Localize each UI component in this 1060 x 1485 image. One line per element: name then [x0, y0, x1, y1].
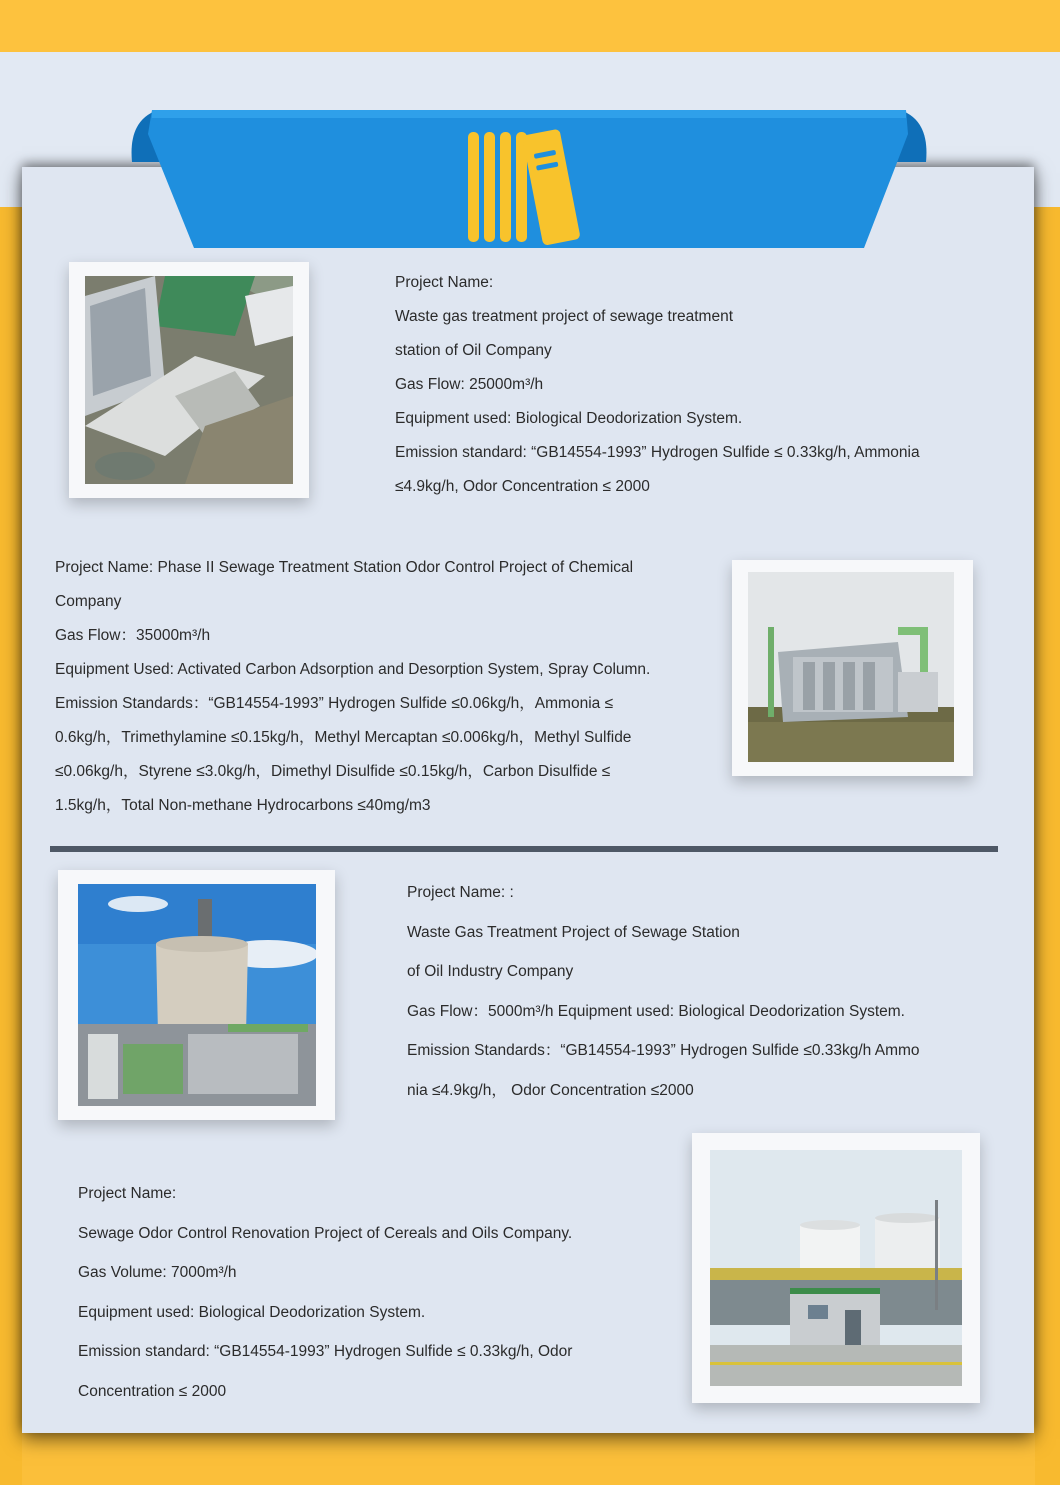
aerial-sewage-station-photo — [85, 276, 293, 484]
project-3-line: nia ≤4.9kg/h， Odor Concentration ≤2000 — [407, 1081, 694, 1099]
project-4-line: Sewage Odor Control Renovation Project of Cereals and Oils Company. — [78, 1224, 573, 1242]
project-3-line: of Oil Industry Company — [407, 963, 574, 980]
project-4-line: Concentration ≤ 2000 — [78, 1382, 227, 1400]
top-yellow-band — [0, 0, 1060, 52]
project-3-line: Project Name: : — [407, 884, 514, 901]
header-ribbon — [128, 110, 930, 250]
project-2-line: ≤0.06kg/h，Styrene ≤3.0kg/h，Dimethyl Disulfide ≤0.15kg/h，Carbon Disulfide ≤ — [55, 763, 611, 780]
project-1-line: Project Name: — [395, 274, 494, 291]
project-2-line: 1.5kg/h，Total Non-methane Hydrocarbons ≤40mg/m3 — [55, 797, 431, 814]
project-1-line: Waste gas treatment project of sewage treatment — [395, 308, 734, 325]
project-3-line: Emission Standards：“GB14554-1993” Hydrogen Sulfide ≤0.33kg/h Ammo — [407, 1042, 920, 1059]
project-3-line: Waste Gas Treatment Project of Sewage Station — [407, 923, 740, 941]
project-3-line: Gas Flow：5000m³/h Equipment used: Biological Deodorization System. — [407, 1002, 905, 1020]
project-1-photo-frame — [69, 262, 309, 498]
left-yellow-margin — [0, 207, 22, 1485]
project-4-text — [78, 1174, 572, 1411]
adsorption-unit-photo — [748, 572, 954, 762]
project-2-line: Project Name: Phase II Sewage Treatment Station Odor Control Project of Chemical — [55, 559, 634, 576]
project-4-line: Project Name: — [78, 1185, 177, 1202]
project-2-line: 0.6kg/h，Trimethylamine ≤0.15kg/h，Methyl Mercaptan ≤0.006kg/h，Methyl Sulfide — [55, 729, 632, 746]
project-1-line: Gas Flow: 25000m³/h — [395, 376, 544, 393]
project-1-text — [395, 266, 920, 504]
project-1-line: station of Oil Company — [395, 342, 552, 359]
project-1-line: Equipment used: Biological Deodorization System. — [395, 410, 743, 427]
project-3-text — [407, 873, 920, 1110]
oil-tanks-facility-photo — [710, 1150, 962, 1386]
project-2-line: Gas Flow：35000m³/h — [55, 627, 211, 644]
project-4-line: Gas Volume: 7000m³/h — [78, 1264, 237, 1281]
project-1-line: Emission standard: “GB14554-1993” Hydrogen Sulfide ≤ 0.33kg/h, Ammonia — [395, 444, 920, 461]
tower-deodorization-photo — [78, 884, 316, 1106]
project-3-photo-frame — [58, 870, 335, 1120]
right-yellow-margin — [1035, 207, 1060, 1485]
project-1-line: ≤4.9kg/h, Odor Concentration ≤ 2000 — [395, 478, 650, 495]
project-2-line: Equipment Used: Activated Carbon Adsorption and Desorption System, Spray Column. — [55, 661, 651, 678]
project-2-photo-frame — [732, 560, 973, 776]
project-4-line: Equipment used: Biological Deodorization System. — [78, 1303, 426, 1321]
project-2-line: Emission Standards：“GB14554-1993” Hydrogen Sulfide ≤0.06kg/h，Ammonia ≤ — [55, 695, 614, 712]
project-2-text — [55, 551, 650, 823]
project-2-line: Company — [55, 593, 122, 610]
section-divider — [50, 846, 998, 852]
project-4-line: Emission standard: “GB14554-1993” Hydrogen Sulfide ≤ 0.33kg/h, Odor — [78, 1343, 573, 1360]
project-4-photo-frame — [692, 1133, 980, 1403]
